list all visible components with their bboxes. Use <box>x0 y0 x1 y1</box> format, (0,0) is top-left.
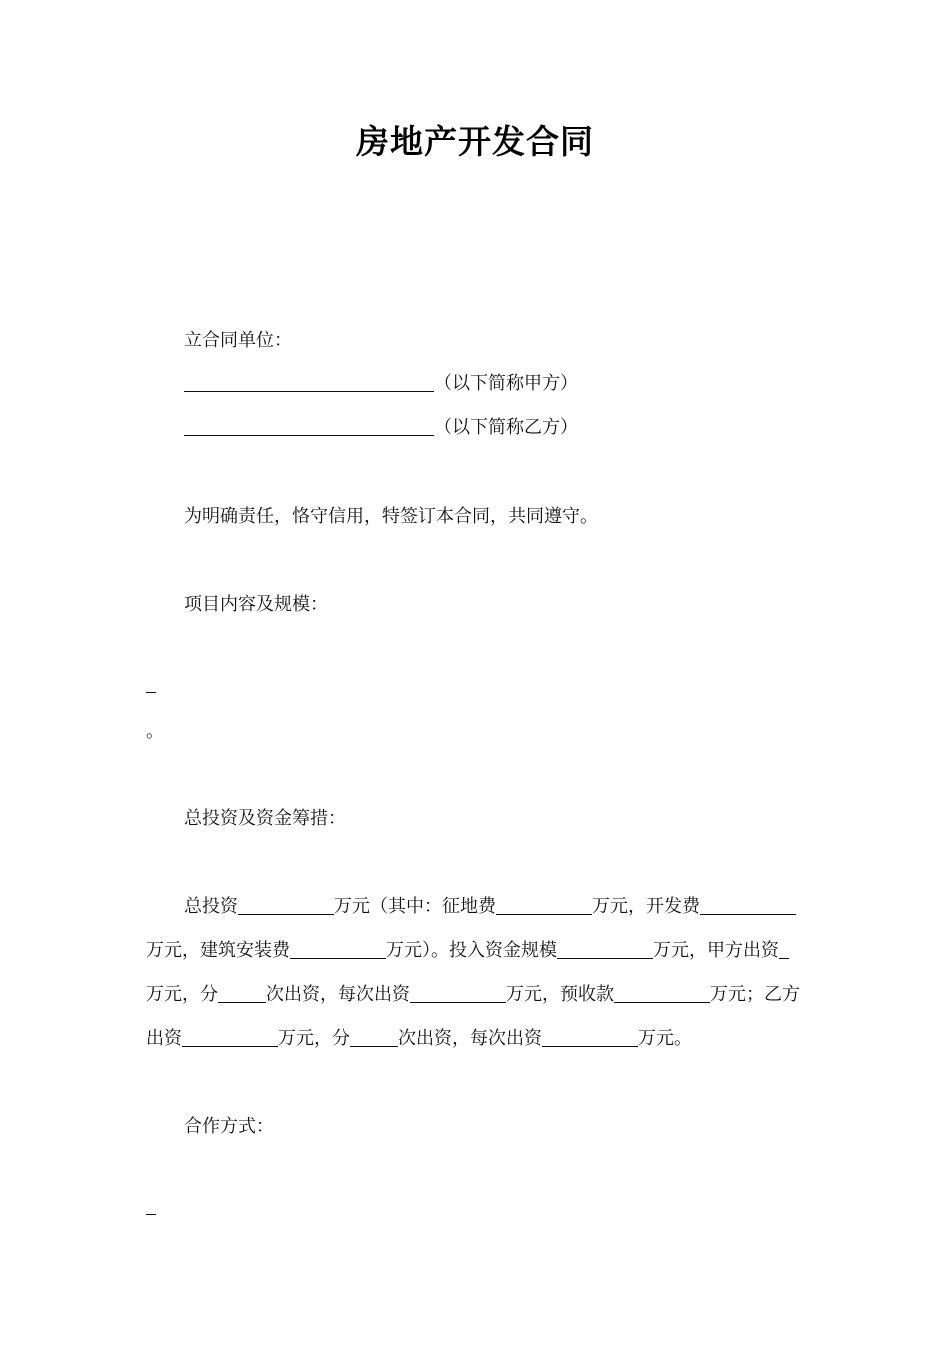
project-end-mark: 。 <box>146 721 164 742</box>
inv-l3-text-4: 万元；乙方 <box>710 984 800 1005</box>
cooperation-blank <box>146 1214 156 1215</box>
party-b-blank <box>184 415 434 436</box>
party-a-each-payment-blank <box>410 982 506 1003</box>
investment-line-3 <box>146 981 800 1009</box>
inv-l3-text-3: 万元，预收款 <box>506 984 614 1005</box>
advance-payment-blank <box>614 982 710 1003</box>
party-b-line <box>184 414 578 442</box>
investment-line-1 <box>184 893 796 921</box>
investment-heading: 总投资及资金筹措： <box>184 808 346 829</box>
investment-line-4 <box>146 1025 692 1053</box>
inv-l1-text-1: 总投资 <box>184 896 238 917</box>
inv-l3-text-2: 次出资，每次出资 <box>266 984 410 1005</box>
project-blank <box>146 692 156 693</box>
inv-l2-text-1: 万元，建筑安装费 <box>146 940 290 961</box>
party-b-capital-blank <box>182 1026 278 1047</box>
inv-l2-text-3: 万元，甲方出资 <box>653 940 779 961</box>
party-a-blank <box>184 371 434 392</box>
party-a-note: （以下简称甲方） <box>434 373 578 394</box>
party-a-line <box>184 370 578 398</box>
parties-label: 立合同单位： <box>184 330 292 351</box>
party-a-capital-blank <box>779 938 789 959</box>
inv-l4-text-2: 万元，分 <box>278 1028 350 1049</box>
inv-l4-text-4: 万元。 <box>638 1028 692 1049</box>
total-investment-blank <box>238 894 334 915</box>
party-a-installments-blank <box>218 982 266 1003</box>
preamble: 为明确责任，恪守信用，特签订本合同，共同遵守。 <box>184 506 598 527</box>
inv-l1-text-3: 万元，开发费 <box>592 896 700 917</box>
capital-scale-blank <box>557 938 653 959</box>
inv-l2-text-2: 万元）。投入资金规模 <box>386 940 557 961</box>
inv-l3-text-1: 万元，分 <box>146 984 218 1005</box>
party-b-note: （以下简称乙方） <box>434 417 578 438</box>
land-fee-blank <box>496 894 592 915</box>
investment-line-2 <box>146 937 789 965</box>
cooperation-heading: 合作方式： <box>184 1116 274 1137</box>
development-fee-blank <box>700 894 796 915</box>
inv-l1-text-2: 万元（其中：征地费 <box>334 896 496 917</box>
inv-l4-text-1: 出资 <box>146 1028 182 1049</box>
party-b-each-payment-blank <box>542 1026 638 1047</box>
inv-l4-text-3: 次出资，每次出资 <box>398 1028 542 1049</box>
party-b-installments-blank <box>350 1026 398 1047</box>
construction-fee-blank <box>290 938 386 959</box>
page-title: 房地产开发合同 <box>356 122 594 161</box>
project-heading: 项目内容及规模： <box>184 594 328 615</box>
